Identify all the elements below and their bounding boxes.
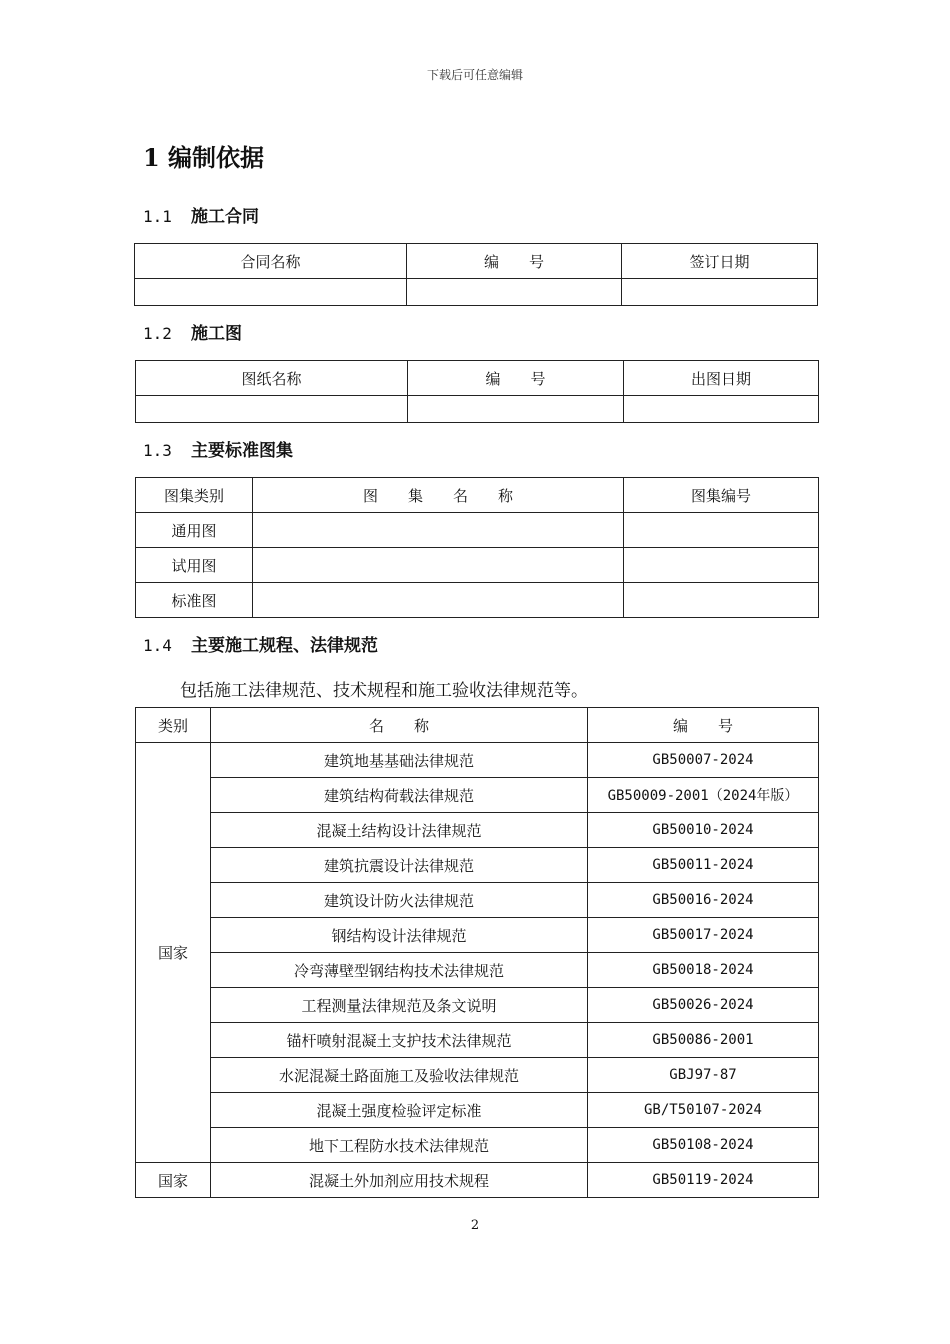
standard-name: 混凝土强度检验评定标准 <box>211 1093 588 1128</box>
standard-name: 钢结构设计法律规范 <box>211 918 588 953</box>
page-number: 2 <box>470 1218 480 1233</box>
header-cell: 出图日期 <box>624 361 819 396</box>
empty-cell <box>624 396 819 423</box>
header-cell: 签订日期 <box>622 244 818 279</box>
standard-code: GB50010-2024 <box>588 813 819 848</box>
category-cell: 国家 <box>136 1163 211 1198</box>
section-heading-drawings <box>143 319 242 344</box>
table-row <box>136 988 819 1023</box>
section-title: 施工图 <box>191 324 242 344</box>
standard-name: 混凝土结构设计法律规范 <box>211 813 588 848</box>
standard-name: 混凝土外加剂应用技术规程 <box>211 1163 588 1198</box>
category-cell: 试用图 <box>136 548 253 583</box>
chapter-title: 1 编制依据 <box>143 143 265 172</box>
table-row <box>136 953 819 988</box>
empty-cell <box>407 279 622 306</box>
page-header: 下载后可任意编辑 <box>426 68 523 82</box>
table-row <box>136 396 819 423</box>
section-title: 主要标准图集 <box>191 441 293 461</box>
standard-code: GB50011-2024 <box>588 848 819 883</box>
table-header-row <box>136 361 819 396</box>
header-cell: 类别 <box>136 708 211 743</box>
standard-code: GBJ97-87 <box>588 1058 819 1093</box>
section-number: 1.2 <box>143 324 172 343</box>
table-row <box>135 279 818 306</box>
intro-paragraph: 包括施工法律规范、技术规程和施工验收法律规范等。 <box>180 681 588 701</box>
header-cell: 图纸名称 <box>136 361 408 396</box>
table-row <box>136 813 819 848</box>
empty-cell <box>253 548 624 583</box>
section-heading-atlas <box>143 436 293 461</box>
table-row <box>136 583 819 618</box>
header-cell: 图集类别 <box>136 478 253 513</box>
standard-code: GB50026-2024 <box>588 988 819 1023</box>
drawing-table <box>135 360 819 423</box>
section-number: 1.4 <box>143 636 172 655</box>
empty-cell <box>624 548 819 583</box>
empty-cell <box>136 396 408 423</box>
standard-code: GB50016-2024 <box>588 883 819 918</box>
standard-name: 建筑抗震设计法律规范 <box>211 848 588 883</box>
empty-cell <box>624 583 819 618</box>
standard-code: GB50086-2001 <box>588 1023 819 1058</box>
atlas-table <box>135 477 819 618</box>
empty-cell <box>253 513 624 548</box>
table-header-row <box>135 244 818 279</box>
section-title: 施工合同 <box>191 207 259 227</box>
table-header-row <box>136 478 819 513</box>
table-row <box>136 883 819 918</box>
standard-name: 冷弯薄壁型钢结构技术法律规范 <box>211 953 588 988</box>
category-cell: 通用图 <box>136 513 253 548</box>
section-heading-contract <box>143 202 259 227</box>
table-header-row <box>136 708 819 743</box>
table-row <box>136 743 819 778</box>
table-row <box>136 778 819 813</box>
standard-name: 建筑结构荷载法律规范 <box>211 778 588 813</box>
header-cell: 图集编号 <box>624 478 819 513</box>
section-title: 主要施工规程、法律规范 <box>191 636 378 656</box>
table-row <box>136 1163 819 1198</box>
standard-name: 工程测量法律规范及条文说明 <box>211 988 588 1023</box>
standard-code: GB50119-2024 <box>588 1163 819 1198</box>
header-cell: 名 称 <box>211 708 588 743</box>
header-cell: 合同名称 <box>135 244 407 279</box>
standard-name: 建筑设计防火法律规范 <box>211 883 588 918</box>
empty-cell <box>624 513 819 548</box>
standard-code: GB50007-2024 <box>588 743 819 778</box>
standard-code: GB50108-2024 <box>588 1128 819 1163</box>
standard-name: 建筑地基基础法律规范 <box>211 743 588 778</box>
contract-table <box>134 243 818 306</box>
table-row <box>136 848 819 883</box>
table-row <box>136 1093 819 1128</box>
empty-cell <box>135 279 407 306</box>
empty-cell <box>622 279 818 306</box>
table-row <box>136 513 819 548</box>
table-row <box>136 918 819 953</box>
category-cell: 标准图 <box>136 583 253 618</box>
table-row <box>136 1058 819 1093</box>
empty-cell <box>253 583 624 618</box>
standard-code: GB/T50107-2024 <box>588 1093 819 1128</box>
table-row <box>136 548 819 583</box>
header-cell: 编 号 <box>588 708 819 743</box>
standard-name: 锚杆喷射混凝土支护技术法律规范 <box>211 1023 588 1058</box>
codes-table <box>135 707 819 1198</box>
section-number: 1.3 <box>143 441 172 460</box>
section-heading-codes <box>143 631 378 656</box>
table-row <box>136 1128 819 1163</box>
header-cell: 编 号 <box>408 361 624 396</box>
standard-name: 地下工程防水技术法律规范 <box>211 1128 588 1163</box>
header-cell: 图 集 名 称 <box>253 478 624 513</box>
category-cell: 国家 <box>136 743 211 1163</box>
standard-code: GB50017-2024 <box>588 918 819 953</box>
header-cell: 编 号 <box>407 244 622 279</box>
standard-code: GB50009-2001（2024年版） <box>588 778 819 813</box>
table-row <box>136 1023 819 1058</box>
section-number: 1.1 <box>143 207 172 226</box>
standard-code: GB50018-2024 <box>588 953 819 988</box>
standard-name: 水泥混凝土路面施工及验收法律规范 <box>211 1058 588 1093</box>
empty-cell <box>408 396 624 423</box>
